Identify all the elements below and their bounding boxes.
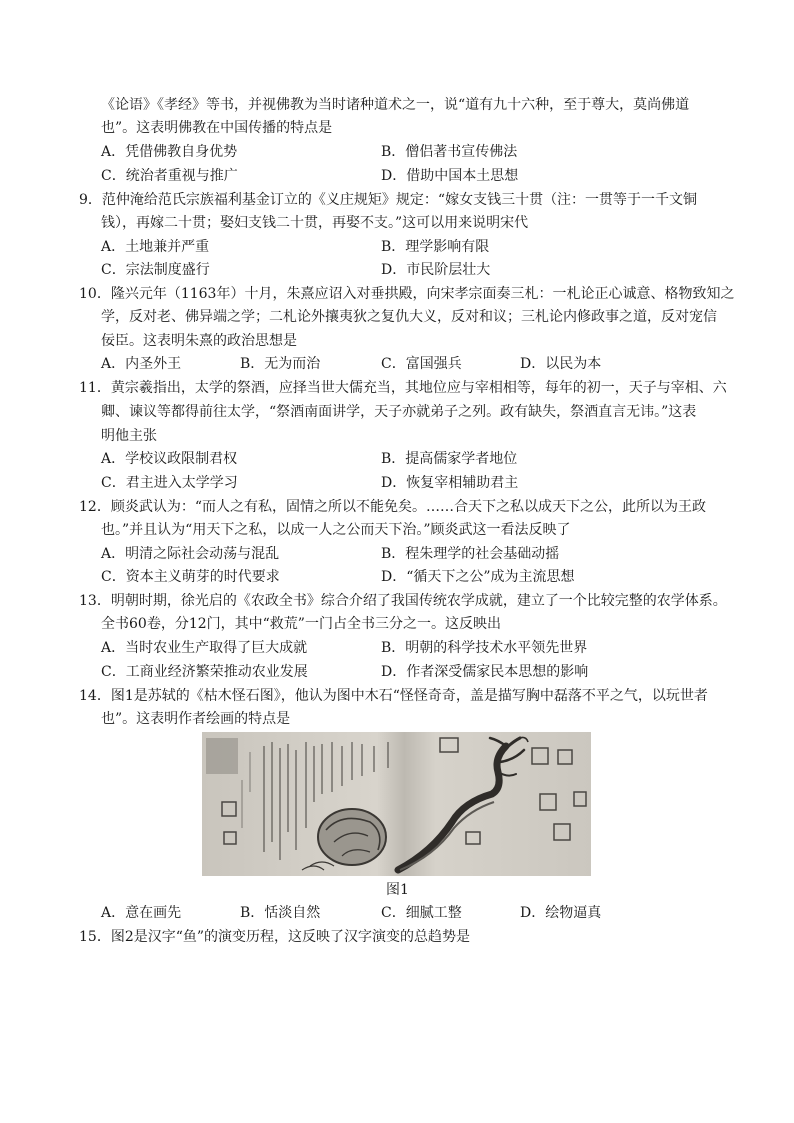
q12-line-1: 12．顾炎武认为：“而人之有私，固情之所以不能免矣。……合天下之私以成天下之公，此所以为王政 xyxy=(79,499,706,515)
q9-option-c: C．宗法制度盛行 xyxy=(101,262,210,278)
q13-line-2: 全书60卷，分12门，其中“救荒”一门占全书三分之一。这反映出 xyxy=(101,616,501,632)
q9-option-d: D．市民阶层壮大 xyxy=(381,262,491,278)
q13-option-a: A．当时农业生产取得了巨大成就 xyxy=(101,640,308,656)
q8-option-a: A．凭借佛教自身优势 xyxy=(101,144,238,160)
q14-line-1: 14．图1是苏轼的《枯木怪石图》，他认为图中木石“怪怪奇奇，盖是描写胸中磊落不平之气，以玩世者 xyxy=(79,688,708,704)
q12-option-d: D．“循天下之公”成为主流思想 xyxy=(381,569,575,585)
q11-option-d: D．恢复宰相辅助君主 xyxy=(381,475,519,491)
q12-option-b: B．程朱理学的社会基础动摇 xyxy=(381,546,560,562)
q12-line-2: 也。”并且认为“用天下之私，以成一人之公而天下治。”顾炎武这一看法反映了 xyxy=(101,522,571,538)
q12-option-c: C．资本主义萌芽的时代要求 xyxy=(101,569,280,585)
q9-line-2: 钱），再嫁二十贯；娶妇支钱二十贯，再娶不支。”这可以用来说明宋代 xyxy=(101,215,529,231)
dead-tree-rock-painting xyxy=(202,732,591,876)
q9-option-b: B．理学影响有限 xyxy=(381,239,490,255)
q10-option-d: D．以民为本 xyxy=(520,356,602,372)
q14-option-b: B．恬淡自然 xyxy=(240,905,321,921)
q14-option-d: D．绘物逼真 xyxy=(520,905,602,921)
q10-line-2: 学，反对老、佛异端之学；二札论外攘夷狄之复仇大义，反对和议；三札论内修政事之道，反对宠信 xyxy=(101,309,717,325)
q11-line-3: 明他主张 xyxy=(101,428,157,444)
q10-line-1: 10．隆兴元年（1163年）十月，朱熹应诏入对垂拱殿，向宋孝宗面奏三札：一札论正心诚意、格物致知之 xyxy=(79,286,735,302)
q8-option-b: B．僧侣著书宣传佛法 xyxy=(381,144,518,160)
q11-option-a: A．学校议政限制君权 xyxy=(101,451,238,467)
q10-line-3: 佞臣。这表明朱熹的政治思想是 xyxy=(101,333,297,349)
q11-option-c: C．君主进入太学学习 xyxy=(101,475,238,491)
q14-option-c: C．细腻工整 xyxy=(381,905,462,921)
q11-line-1: 11．黄宗羲指出，太学的祭酒，应择当世大儒充当，其地位应与宰相相等，每年的初一，天子与宰相、六 xyxy=(79,380,727,396)
q8-option-d: D．借助中国本土思想 xyxy=(381,168,519,184)
q13-option-c: C．工商业经济繁荣推动农业发展 xyxy=(101,664,308,680)
q8-line-2: 也”。这表明佛教在中国传播的特点是 xyxy=(101,120,333,136)
figure-1-caption: 图1 xyxy=(386,882,409,898)
q9-line-1: 9．范仲淹给范氏宗族福利基金订立的《义庄规矩》规定：“嫁女支钱三十贯（注：一贯等于一千文铜 xyxy=(79,192,698,208)
q14-line-2: 也”。这表明作者绘画的特点是 xyxy=(101,711,291,727)
q13-option-b: B．明朝的科学技术水平领先世界 xyxy=(381,640,588,656)
q10-option-b: B．无为而治 xyxy=(240,356,321,372)
q8-line-1: 《论语》《孝经》等书，并视佛教为当时诸种道术之一，说“道有九十六种，至于尊大，莫尚佛道 xyxy=(101,97,690,113)
q13-line-1: 13．明朝时期，徐光启的《农政全书》综合介绍了我国传统农学成就，建立了一个比较完整的农学体系。 xyxy=(79,593,727,609)
q8-option-c: C．统治者重视与推广 xyxy=(101,168,238,184)
q11-line-2: 卿、谏议等都得前往太学，“祭酒南面讲学，天子亦就弟子之列。政有缺失，祭酒直言无讳。”这表 xyxy=(101,404,697,420)
q12-option-a: A．明清之际社会动荡与混乱 xyxy=(101,546,280,562)
q14-option-a: A．意在画先 xyxy=(101,905,182,921)
q15-line-1: 15．图2是汉字“鱼”的演变历程，这反映了汉字演变的总趋势是 xyxy=(79,929,471,945)
q11-option-b: B．提高儒家学者地位 xyxy=(381,451,518,467)
q9-option-a: A．土地兼并严重 xyxy=(101,239,210,255)
q13-option-d: D．作者深受儒家民本思想的影响 xyxy=(381,664,589,680)
q10-option-c: C．富国强兵 xyxy=(381,356,462,372)
figure-1-painting xyxy=(202,732,591,876)
q10-option-a: A．内圣外王 xyxy=(101,356,182,372)
